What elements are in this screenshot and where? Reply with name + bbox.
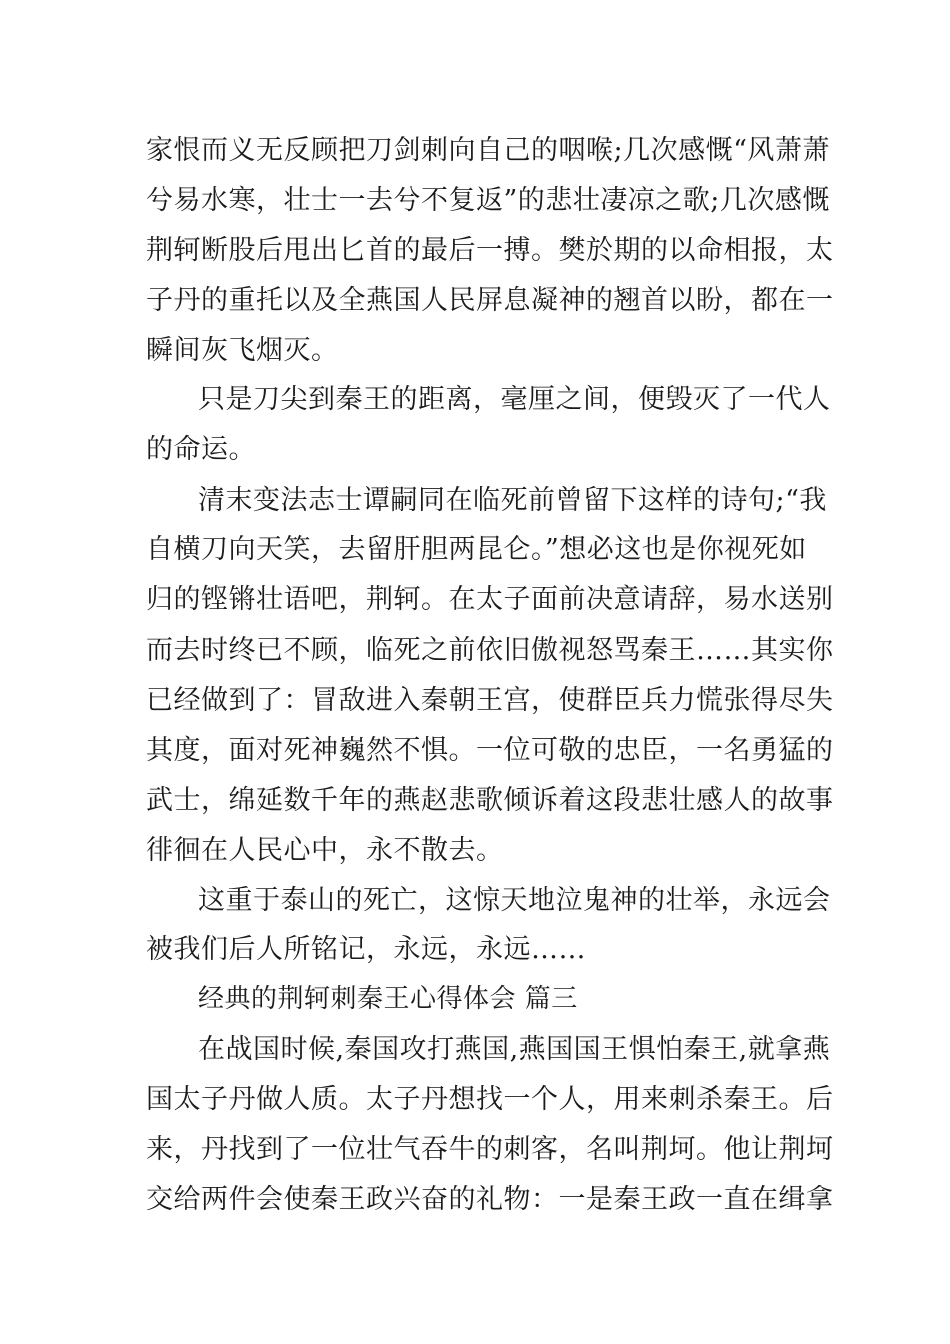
body-line: 交给两件会使秦王政兴奋的礼物：一是秦王政一直在缉拿 [146, 1184, 834, 1215]
body-line: 来，丹找到了一位壮气吞牛的刺客，名叫荆坷。他让荆坷 [146, 1134, 834, 1165]
body-line: 国太子丹做人质。太子丹想找一个人，用来刺杀秦王。后 [146, 1084, 834, 1115]
body-line: 家恨而义无反顾把刀剑刺向自己的咽喉;几次感慨“风萧萧 [146, 135, 830, 166]
body-line: 归的铿锵壮语吧，荆轲。在太子面前决意请辞，易水送别 [146, 584, 834, 615]
body-line: 武士，绵延数千年的燕赵悲歌倾诉着这段悲壮感人的故事 [146, 785, 834, 816]
body-line: 的命运。 [146, 434, 256, 465]
body-line: 兮易水寒，壮士一去兮不复返”的悲壮凄凉之歌;几次感慨 [146, 185, 830, 216]
body-line: 其度，面对死神巍然不惧。一位可敬的忠臣，一名勇猛的 [146, 735, 834, 766]
paragraph-start-line: 这重于泰山的死亡，这惊天地泣鬼神的壮举，永远会 [198, 885, 831, 916]
body-line: 自横刀向天笑，去留肝胆两昆仑。”想必这也是你视死如 [146, 534, 807, 565]
paragraph-start-line: 只是刀尖到秦王的距离，毫厘之间，便毁灭了一代人 [198, 384, 831, 415]
body-line: 被我们后人所铭记，永远，永远…… [146, 934, 586, 965]
body-line: 徘徊在人民心中，永不散去。 [146, 835, 504, 866]
paragraph-start-line: 清末变法志士谭嗣同在临死前曾留下这样的诗句;“我 [198, 485, 827, 516]
body-line: 而去时终已不顾，临死之前依旧傲视怒骂秦王……其实你 [146, 635, 834, 666]
body-line: 已经做到了：冒敌进入秦朝王宫，使群臣兵力慌张得尽失 [146, 685, 834, 716]
section-heading: 经典的荆轲刺秦王心得体会 篇三 [198, 984, 578, 1014]
paragraph-start-line: 在战国时候,秦国攻打燕国,燕国国王惧怕秦王,就拿燕 [198, 1034, 831, 1065]
body-line: 瞬间灰飞烟灭。 [146, 335, 339, 366]
body-line: 子丹的重托以及全燕国人民屏息凝神的翘首以盼，都在一 [146, 285, 834, 316]
body-line: 荆轲断股后甩出匕首的最后一搏。樊於期的以命相报，太 [146, 235, 834, 266]
